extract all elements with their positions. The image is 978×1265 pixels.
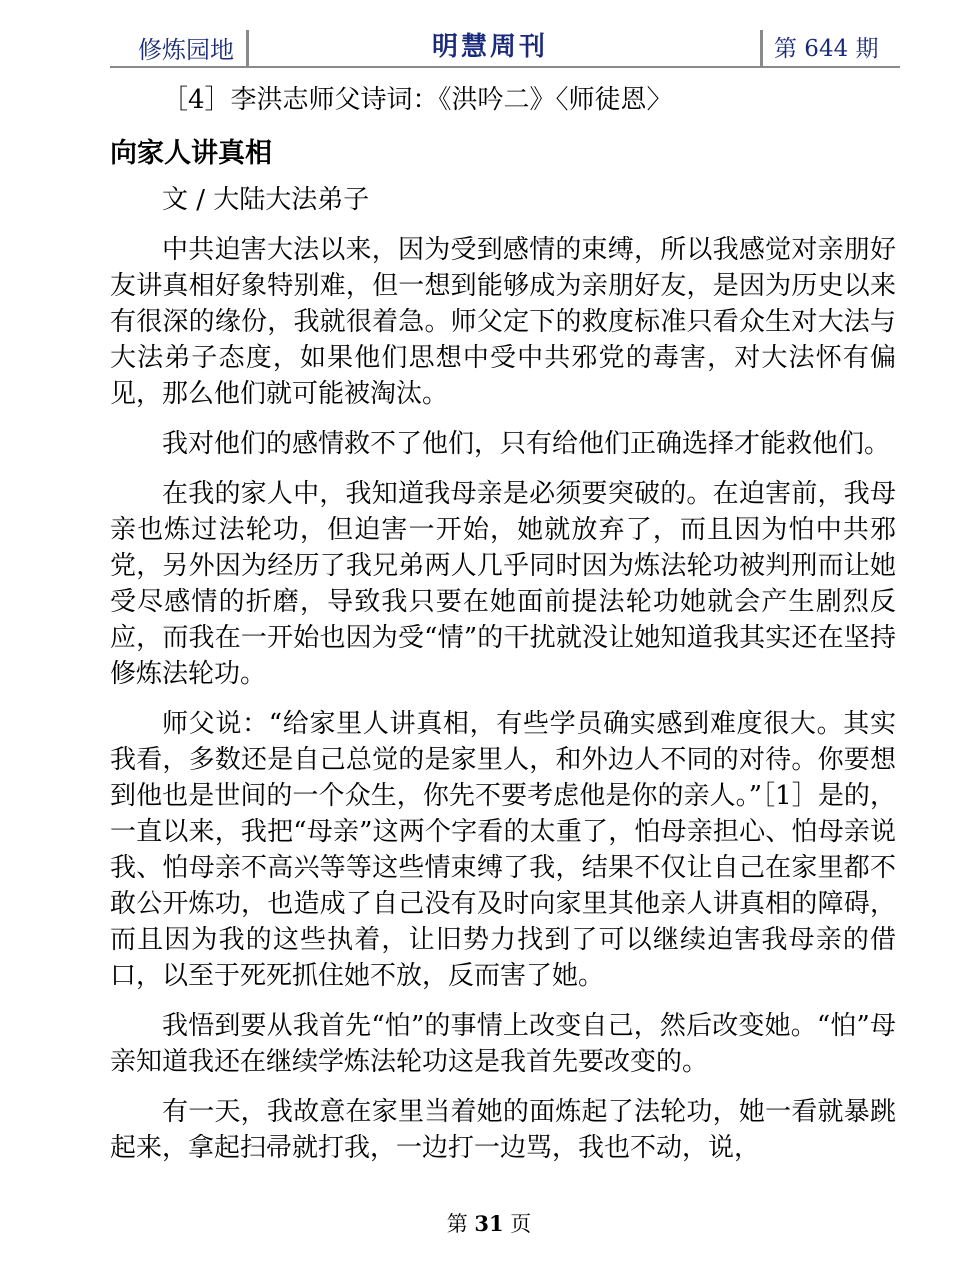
- article-paragraph: 我悟到要从我首先“怕”的事情上改变自己，然后改变她。“怕”母亲知道我还在继续学炼法轮功这是我首先要改变的。: [110, 1011, 896, 1077]
- article-paragraph: 师父说：“给家里人讲真相，有些学员确实感到难度很大。其实我看，多数还是自己总觉的是家里人，和外边人不同的对待。你要想到他也是世间的一个众生，你先不要考虑他是你的亲人。”［1］是的，一直以来，我把“母亲”这两个字看的太重了，怕母亲担心、怕母亲说我、怕母亲不高兴等等这些情束缚了我，结果不仅让自己在家里都不敢公开炼功，也造成了自己没有及时向家里其他亲人讲真相的障碍，而且因为我的这些执着，让旧势力找到了可以继续迫害我母亲的借口，以至于死死抓住她不放，反而害了她。: [110, 709, 896, 991]
- page-label-prefix: 第: [446, 1212, 468, 1236]
- page-number: 31: [474, 1211, 504, 1236]
- article-author: 文 / 大陆大法弟子: [162, 185, 370, 215]
- section-name: 修炼园地: [138, 36, 234, 64]
- page-content: [110, 82, 896, 1180]
- journal-name: 明慧周刊: [432, 32, 549, 62]
- reference-note: ［4］李洪志师父诗词：《洪吟二》〈师徒恩〉: [162, 85, 673, 115]
- article-paragraph: 有一天，我故意在家里当着她的面炼起了法轮功，她一看就暴跳起来，拿起扫帚就打我，一边打一边骂，我也不动，说，: [110, 1097, 896, 1163]
- article-paragraph: 我对他们的感情救不了他们，只有给他们正确选择才能救他们。: [162, 429, 891, 459]
- article-paragraph: 在我的家人中，我知道我母亲是必须要突破的。在迫害前，我母亲也炼过法轮功，但迫害一开始，她就放弃了，而且因为怕中共邪党，另外因为经历了我兄弟两人几乎同时因为炼法轮功被判刑而让她受尽感情的折磨，导致我只要在她面前提法轮功她就会产生剧烈反应，而我在一开始也因为受“情”的干扰就没让她知道我其实还在坚持修炼法轮功。: [110, 479, 896, 689]
- header-rule: [110, 66, 900, 68]
- header-divider: [246, 30, 249, 66]
- header-divider: [760, 30, 763, 66]
- page-header: [110, 26, 900, 68]
- page-footer: [0, 1208, 978, 1238]
- page-label-suffix: 页: [510, 1212, 532, 1236]
- article-paragraph: 中共迫害大法以来，因为受到感情的束缚，所以我感觉对亲朋好友讲真相好象特别难，但一想到能够成为亲朋好友，是因为历史以来有很深的缘份，我就很着急。师父定下的救度标准只看众生对大法与大法弟子态度，如果他们思想中受中共邪党的毒害，对大法怀有偏见，那么他们就可能被淘汰。: [110, 235, 896, 409]
- issue-number: 第 644 期: [774, 36, 879, 62]
- article-title: 向家人讲真相: [110, 138, 272, 169]
